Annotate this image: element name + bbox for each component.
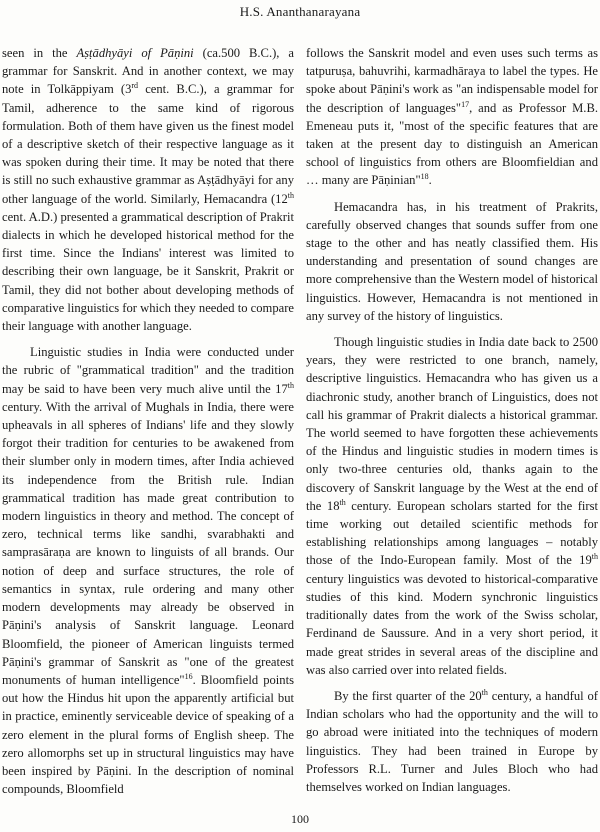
paragraph — [306, 687, 598, 796]
text-run: century. European scholars started for the first time working out detailed scientific methods for establishing relationships among languages – notably those of the Indo-European family. Most of the 19 — [306, 498, 598, 568]
text-run: Though linguistic studies in India date back to 2500 years, they were restricted to one branch, namely, descriptive linguistics. Hemacandra who has given us a diachronic study, another branch of Linguistics, does not call his grammar of Prakrit dialects a historical grammar. The world seemed to have forgotten these achievements of the Hindus and linguistic studies in modern times is only two-three centuries old, thanks again to the discovery of Sanskrit language by the West at the end of the 18 — [306, 335, 598, 513]
footnote-ref: 18 — [420, 172, 429, 182]
text-columns — [2, 44, 598, 798]
superscript: th — [287, 190, 294, 200]
text-run: . Bloomfield points out how the Hindus hit upon the apparently artificial but in practice, eminently serviceable device of speaking of a zero element in the plural forms of English sheep. The zero allomorphs set up in structural linguistics may have been inspired by Pāṇini. In the description of nominal compounds, Bloomfield — [2, 672, 294, 797]
text-run: seen in the — [2, 46, 77, 60]
superscript: th — [287, 380, 294, 390]
paragraph — [306, 333, 598, 679]
superscript: th — [481, 687, 488, 697]
paragraph — [2, 343, 294, 798]
superscript: th — [591, 552, 598, 562]
running-head: H.S. Ananthanarayana — [239, 4, 361, 19]
text-run: cent. A.D.) presented a grammatical description of Prakrit dialects in which he developed historical method for the first time. Since the Indians' interest was limited to describing their own language, be it Sanskrit, Prakrit or Tamil, they did not bother about developing methods of comparative linguistics for which they needed to compare their language with another language. — [2, 209, 295, 334]
text-run: century linguistics was devoted to historical-comparative studies of this kind. Modern synchronic linguistics traditionally dates from the work of the Swiss scholar, Ferdinand de Saussure. And in a very short period, it made great strides in several areas of the discipline and was also carried over into related fields. — [306, 571, 598, 677]
text-run: By the first quarter of the 20 — [334, 688, 482, 703]
text-run: follows the Sanskrit model and even uses such terms as tatpuruṣa, bahuvrihi, karmadhāraya to label the types. He spoke about Pāṇini's work as "an indispensable model for the description of languages" — [306, 46, 598, 115]
text-run: cent. B.C.), a grammar for Tamil, adherence to the same kind of rigorous formulation. Both of them have given us the finest model of a descriptive sketch of their respective language as it was spoken during their time. It may be noted that there is still no such exhaustive grammar as Aṣṭādhyāyi for any other language of the world. Similarly, Hemacandra (12 — [2, 82, 294, 206]
text-run: century, a handful of Indian scholars who had the opportunity and the will to go abroad were initiated into the techniques of modern linguistics. They had been trained in Europe by Professors R.L. Turner and Jules Bloch who had themselves worked on Indian languages. — [306, 688, 598, 794]
page-number: 100 — [291, 812, 309, 826]
left-column — [2, 44, 294, 798]
right-column — [306, 44, 598, 798]
text-run: (ca.500 B.C.), a grammar for Sanskrit. And in another context, we may note in Tolkāppiyam (3 — [2, 46, 294, 97]
paragraph — [2, 44, 294, 335]
paragraph — [306, 44, 598, 190]
text-run: century. With the arrival of Mughals in India, there were upheavals in all spheres of Indians' life and they slowly forgot their tradition for centuries to be awakened from their slumber only in modern times, after India achieved its independence from the British rule. Indian grammatical tradition has made great contribution to modern linguistics in theory and method. The concept of zero, technical terms like sandhi, svarabhakti and samprasāraṇa are known to linguists of all brands. Our notion of deep and surface structures, the role of semantics in syntax, rule ordering and many other modern developments may already be observed in Pāṇini's analysis of Sanskrit language. Leonard Bloomfield, the pioneer of American linguists termed Pāṇini's grammar of Sanskrit as "one of the greatest monuments of human intelligence" — [2, 399, 294, 687]
text-run: Hemacandra has, in his treatment of Prakrits, carefully observed changes that sounds suffer from one stage to the other and has neatly classified them. His understanding and presentation of sound changes are more comprehensive than the Western model of historical linguistics. However, Hemacandra is not mentioned in any survey of the history of linguistics. — [306, 199, 598, 323]
footnote-ref: 17 — [461, 99, 470, 109]
book-title: Aṣṭādhyāyi of Pāṇini — [76, 46, 194, 60]
text-run: . — [428, 173, 432, 188]
superscript: th — [339, 497, 346, 507]
superscript: rd — [131, 81, 139, 91]
text-run: Linguistic studies in India were conducted under the rubric of "grammatical tradition" and the tradition may be said to have been very much alive until the 17 — [2, 345, 294, 396]
footnote-ref: 16 — [184, 671, 193, 681]
text-run: , and as Professor M.B. Emeneau puts it, "most of the specific features that are taken at the present day to distinguish an American school of linguistics from others are Bloomfieldian and … many are Pāṇinian" — [306, 100, 598, 188]
paragraph — [306, 198, 598, 325]
